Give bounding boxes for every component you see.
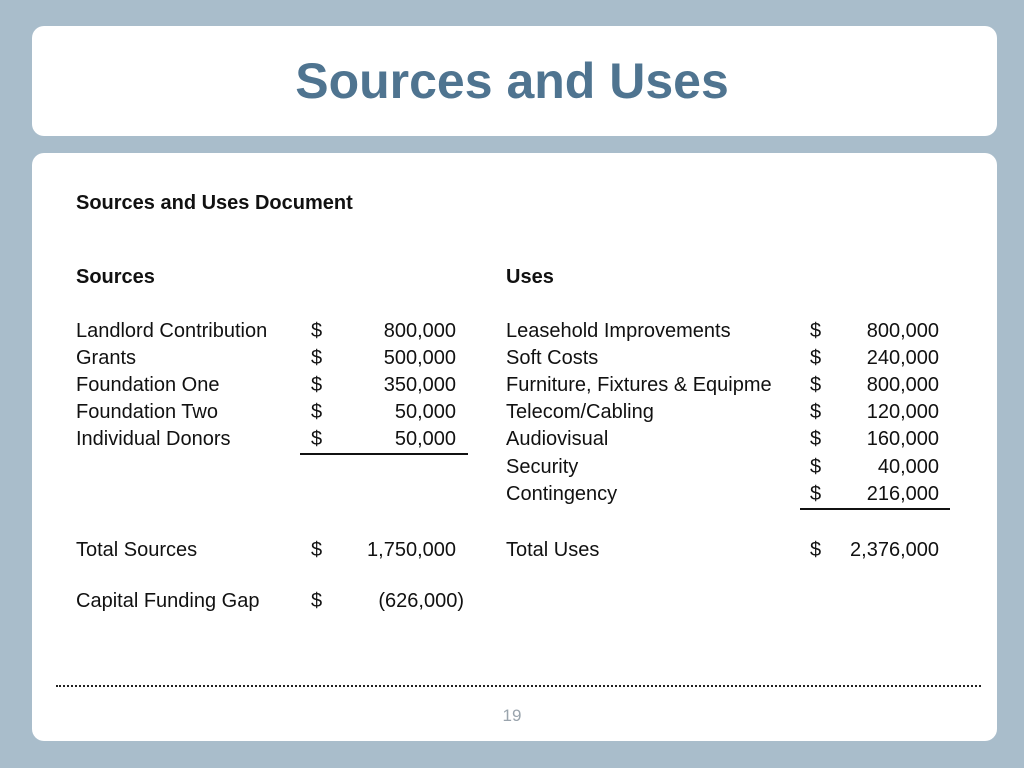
source-label: Foundation One: [76, 374, 220, 396]
currency-symbol: $: [311, 401, 323, 423]
document-heading: Sources and Uses Document: [76, 192, 353, 214]
slide-title: Sources and Uses: [295, 53, 729, 109]
source-label: Individual Donors: [76, 428, 231, 450]
use-amount: 40,000: [877, 456, 939, 478]
currency-symbol: $: [810, 347, 822, 369]
use-amount: 800,000: [866, 320, 939, 342]
currency-symbol: $: [311, 590, 323, 612]
use-amount: 160,000: [866, 428, 939, 450]
source-label: Foundation Two: [76, 401, 218, 423]
currency-symbol: $: [311, 320, 323, 342]
use-label: Leasehold Improvements: [506, 320, 731, 342]
currency-symbol: $: [311, 347, 323, 369]
page-number: 19: [502, 706, 522, 725]
currency-symbol: $: [810, 374, 822, 396]
use-label: Furniture, Fixtures & Equipme: [506, 374, 772, 396]
source-label: Grants: [76, 347, 137, 369]
funding-gap-label: Capital Funding Gap: [76, 590, 260, 612]
total-sources-amount: 1,750,000: [367, 539, 456, 561]
sources-subtotal-rule: [300, 453, 468, 455]
currency-symbol: $: [810, 483, 822, 505]
use-amount: 120,000: [866, 401, 939, 423]
use-amount: 216,000: [866, 483, 939, 505]
funding-gap-amount: (626,000): [378, 590, 464, 612]
currency-symbol: $: [810, 320, 822, 342]
source-amount: 800,000: [383, 320, 456, 342]
currency-symbol: $: [311, 374, 323, 396]
sources-header: Sources: [76, 266, 155, 288]
currency-symbol: $: [810, 401, 822, 423]
currency-symbol: $: [311, 428, 323, 450]
source-label: Landlord Contribution: [76, 320, 268, 342]
total-sources-label: Total Sources: [76, 539, 198, 561]
uses-header: Uses: [506, 266, 554, 288]
use-label: Security: [506, 456, 579, 478]
footer-divider: [56, 685, 981, 687]
use-label: Soft Costs: [506, 347, 599, 369]
use-label: Contingency: [506, 483, 618, 505]
currency-symbol: $: [311, 539, 323, 561]
use-amount: 240,000: [866, 347, 939, 369]
use-label: Audiovisual: [506, 428, 609, 450]
currency-symbol: $: [810, 539, 822, 561]
source-amount: 500,000: [383, 347, 456, 369]
use-label: Telecom/Cabling: [506, 401, 654, 423]
currency-symbol: $: [810, 456, 822, 478]
uses-subtotal-rule: [800, 508, 950, 510]
source-amount: 50,000: [394, 428, 456, 450]
use-amount: 800,000: [866, 374, 939, 396]
total-uses-label: Total Uses: [506, 539, 600, 561]
currency-symbol: $: [810, 428, 822, 450]
source-amount: 50,000: [394, 401, 456, 423]
source-amount: 350,000: [383, 374, 456, 396]
total-uses-amount: 2,376,000: [850, 539, 939, 561]
